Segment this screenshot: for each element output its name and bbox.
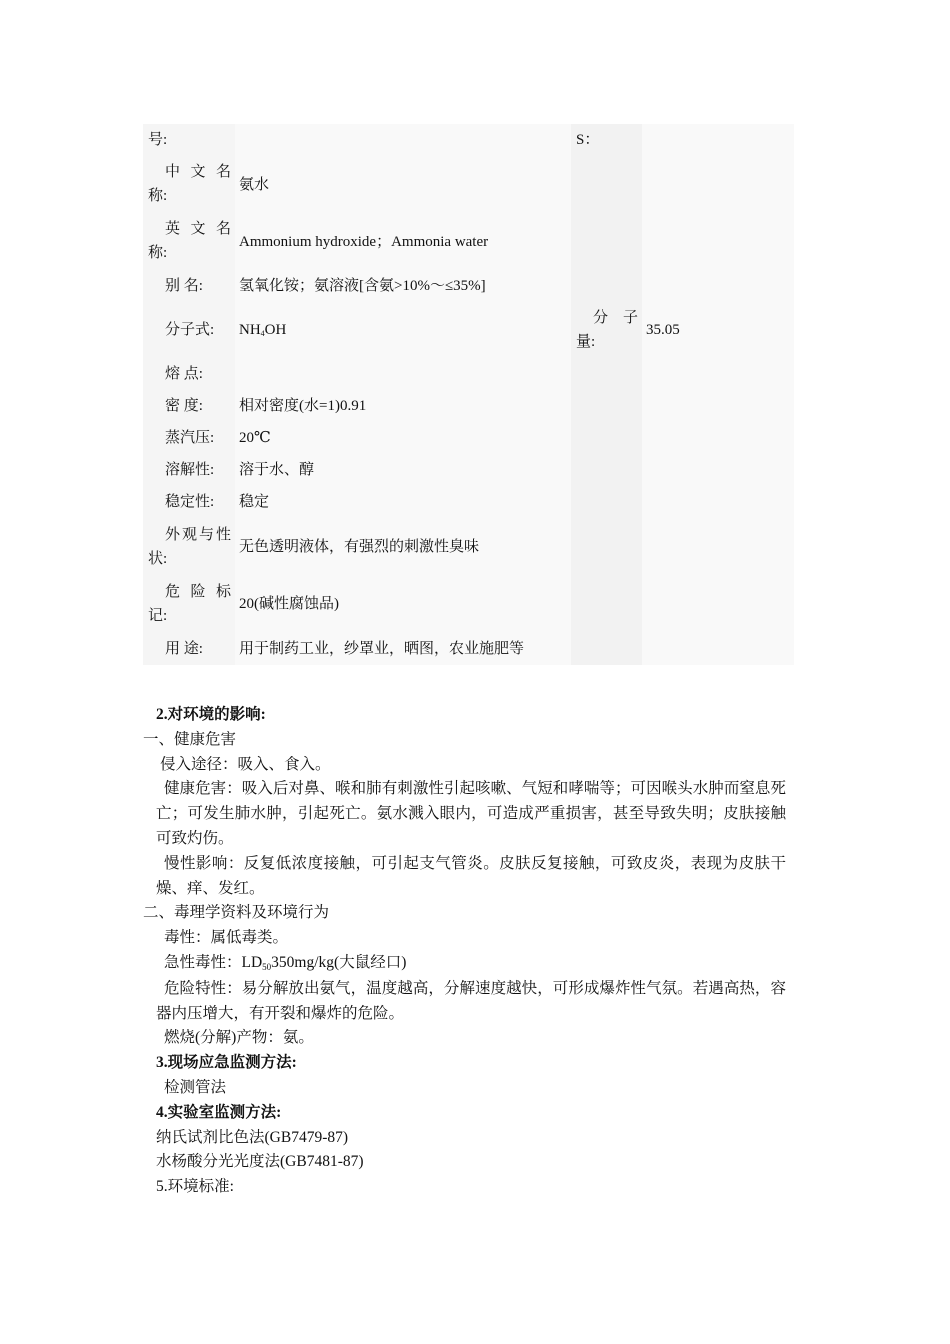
row-label: 溶解性:	[143, 454, 235, 486]
environment-section	[143, 703, 786, 1200]
molecular-weight-value: 35.05	[646, 322, 680, 338]
row-label: 熔 点:	[143, 358, 235, 390]
paragraph: 燃烧(分解)产物：氨。	[164, 1029, 314, 1047]
cas-label-cell	[571, 124, 642, 665]
row-label: 稳定性:	[143, 486, 235, 518]
paragraph: 毒性：属低毒类。	[164, 929, 289, 947]
paragraph: 慢性影响：反复低浓度接触，可引起支气管炎。皮肤反复接触，可致皮炎，表现为皮肤干燥、痒、发红。	[156, 854, 786, 897]
row-value: 20℃	[235, 422, 571, 454]
row-value: 氢氧化铵；氨溶液[含氨>10%～≤35%]	[235, 270, 571, 302]
row-label: 号:	[143, 124, 235, 156]
paragraph: 水杨酸分光光度法(GB7481-87)	[156, 1153, 364, 1171]
cas-label: S：	[576, 132, 600, 148]
subheading: 二、毒理学资料及环境行为	[143, 904, 330, 922]
row-value: 氨水	[235, 156, 571, 213]
paragraph: 纳氏试剂比色法(GB7479-87)	[156, 1128, 349, 1146]
section-heading: 2.对环境的影响:	[156, 706, 266, 723]
row-label: 蒸汽压:	[143, 422, 235, 454]
row-value: 20(碱性腐蚀品)	[235, 575, 571, 633]
section-heading: 4.实验室监测方法:	[156, 1103, 282, 1121]
paragraph: 急性毒性：LD50350mg/kg(大鼠经口)	[164, 953, 407, 972]
right-value-cell	[642, 124, 794, 665]
row-label: 外观与性 状:	[143, 518, 235, 575]
row-value: 溶于水、醇	[235, 454, 571, 486]
row-label: 危 险 标 记:	[143, 575, 235, 633]
row-label: 中 文 名 称:	[143, 156, 235, 213]
row-label: 密 度:	[143, 390, 235, 422]
paragraph: 检测管法	[164, 1078, 227, 1096]
row-value: 无色透明液体，有强烈的刺激性臭味	[235, 518, 571, 575]
row-label: 用 途:	[143, 633, 235, 665]
paragraph: 健康危害：吸入后对鼻、喉和肺有刺激性引起咳嗽、气短和哮喘等；可因喉头水肿而窒息死亡；可发生肺水肿，引起死亡。氨水溅入眼内，可造成严重损害，甚至导致失明；皮肤接触可致灼伤。	[156, 780, 786, 847]
row-label: 分子式:	[143, 302, 235, 358]
paragraph: 侵入途径：吸入、食入。	[160, 755, 331, 773]
row-label: 英 文 名 称:	[143, 213, 235, 270]
row-value: 稳定	[235, 486, 571, 518]
row-value	[235, 358, 571, 390]
row-value: Ammonium hydroxide；Ammonia water	[235, 213, 571, 270]
molecular-weight-label: 分 子 量:	[576, 310, 638, 350]
subheading: 一、健康危害	[143, 730, 237, 748]
paragraph: 危险特性：易分解放出氨气，温度越高，分解速度越快，可形成爆炸性气氛。若遇高热，容器内压增大，有开裂和爆炸的危险。	[156, 979, 786, 1022]
row-value: NH 4 OH	[235, 302, 571, 358]
section-heading: 3.现场应急监测方法:	[156, 1054, 297, 1072]
section-heading: 5.环境标准:	[156, 1178, 234, 1196]
row-label: 别 名:	[143, 270, 235, 302]
property-table	[143, 124, 794, 665]
row-value	[235, 124, 571, 156]
row-value: 用于制药工业，纱罩业，晒图，农业施肥等	[235, 633, 571, 665]
row-value: 相对密度(水=1)0.91	[235, 390, 571, 422]
